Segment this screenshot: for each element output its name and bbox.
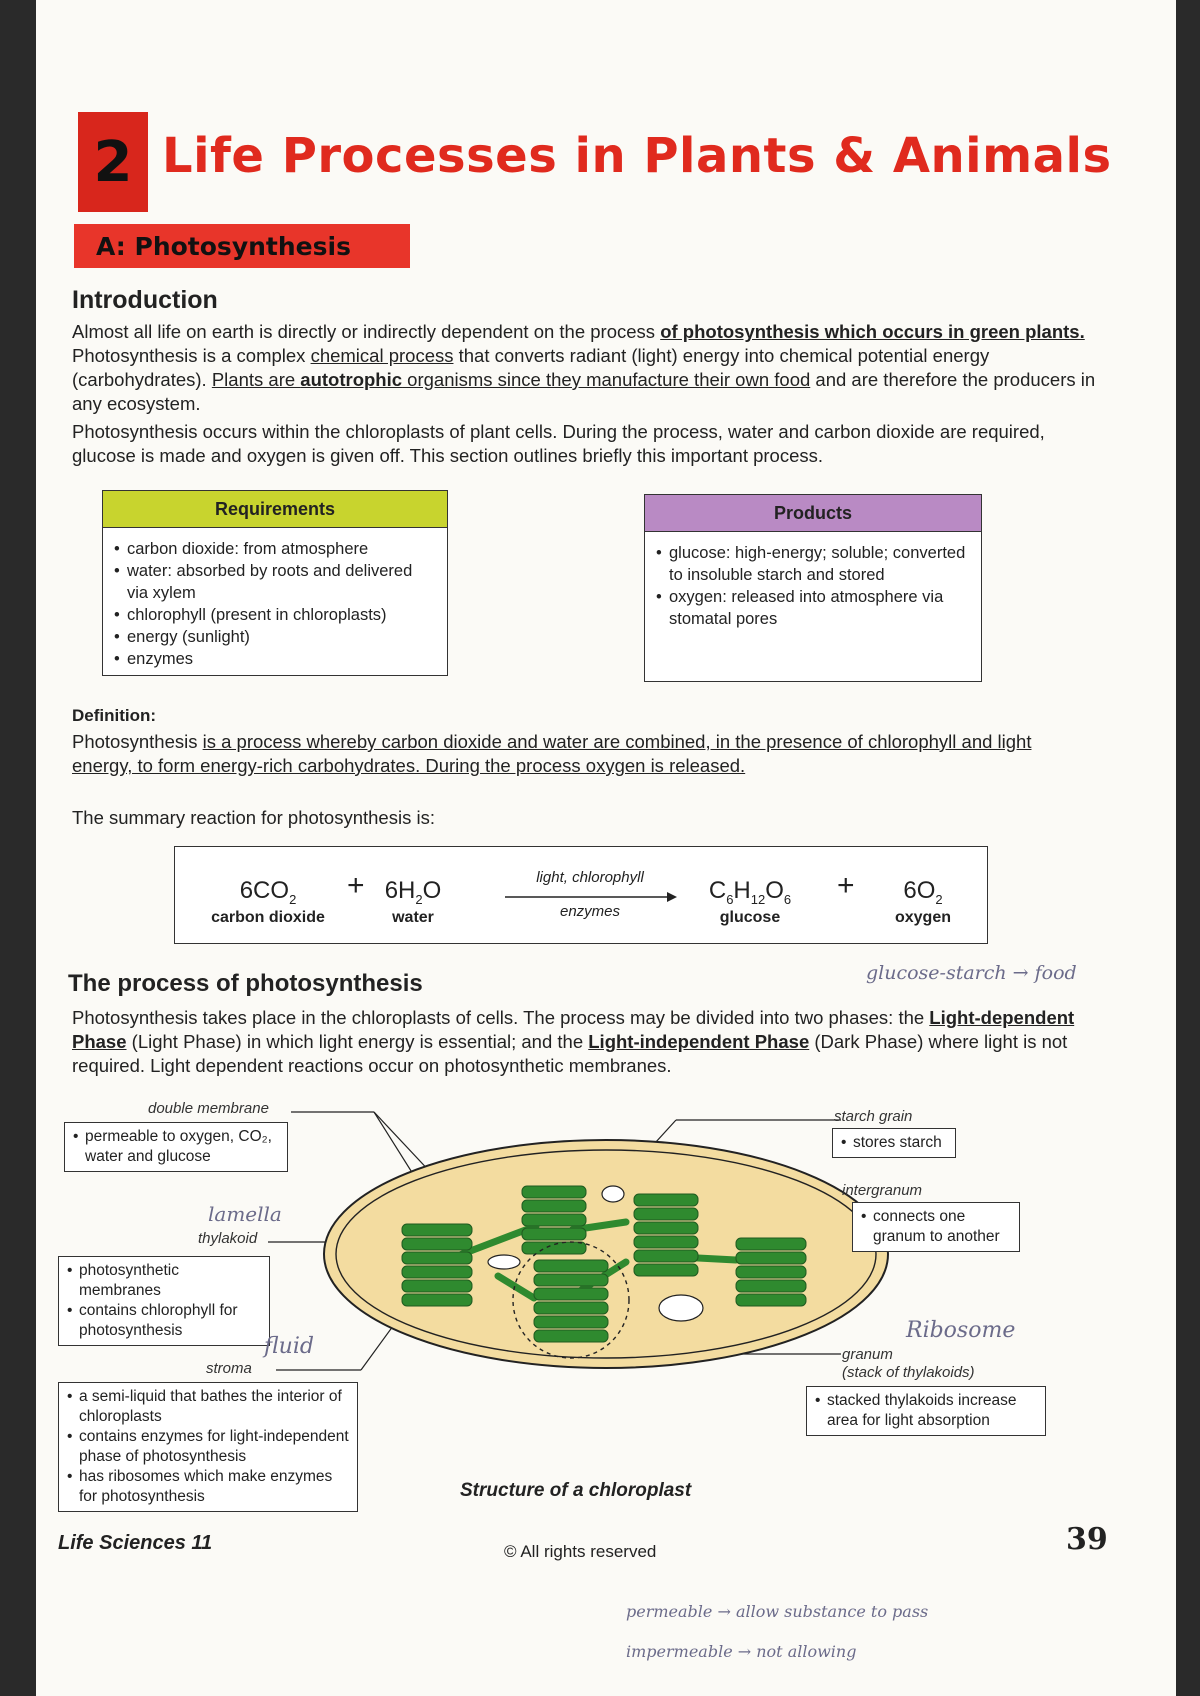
double-membrane-box xyxy=(64,1122,288,1172)
definition-heading: Definition: xyxy=(72,706,157,725)
arrow-condition-top: light, chlorophyll xyxy=(536,869,644,886)
list-item: • glucose: high-energy; soluble; converted to insoluble starch and stored xyxy=(669,542,971,586)
plus-sign: + xyxy=(837,869,855,902)
thylakoid-box xyxy=(58,1256,270,1346)
handwritten-impermeable-note: impermeable → not allowing xyxy=(626,1642,857,1661)
list-item: • contains chlorophyll for photosynthesis xyxy=(67,1301,261,1341)
equation-water: $6H_2O$ water xyxy=(384,877,442,926)
granum-label: granum xyxy=(842,1346,893,1363)
diagram-caption: Structure of a chloroplast xyxy=(460,1480,692,1501)
intro-paragraph-2: Photosynthesis occurs within the chloroplasts of plant cells. During the process, water and carbon dioxide are required, glucose is made and oxygen is given off. This section outlines briefly this important process. xyxy=(72,421,1045,466)
chapter-number: 2 xyxy=(78,112,148,212)
list-item: • stores starch xyxy=(841,1133,947,1153)
intergranum-label: intergranum xyxy=(842,1182,923,1199)
list-item: • has ribosomes which make enzymes for photosynthesis xyxy=(67,1467,349,1507)
handwritten-fluid: fluid xyxy=(264,1334,314,1359)
process-heading: The process of photosynthesis xyxy=(68,970,423,997)
reaction-arrow-icon xyxy=(505,891,677,903)
copyright-notice: © All rights reserved xyxy=(504,1542,657,1561)
list-item: • water: absorbed by roots and delivered via xylem xyxy=(127,560,437,604)
intro-heading: Introduction xyxy=(72,286,218,314)
products-heading: Products xyxy=(645,495,981,532)
list-item: • oxygen: released into atmosphere via stomatal pores xyxy=(669,586,971,630)
stroma-label: stroma xyxy=(206,1360,252,1377)
list-item: • enzymes xyxy=(127,648,437,670)
list-item: • carbon dioxide: from atmosphere xyxy=(127,538,437,560)
granum-sublabel: (stack of thylakoids) xyxy=(842,1364,975,1381)
products-box xyxy=(644,494,982,682)
arrow-condition-bottom: enzymes xyxy=(559,903,621,920)
intergranum-box xyxy=(852,1202,1020,1252)
handwritten-ribosome: Ribosome xyxy=(906,1318,1016,1343)
equation-oxygen: $6O_2$ oxygen xyxy=(894,877,951,926)
plus-sign: + xyxy=(347,869,365,902)
process-paragraph: Photosynthesis takes place in the chloroplasts of cells. The process may be divided into two phases: the Light-dependent Phase (Light Phase) in which light energy is essential; and the Light-independent Phase (Dark Phase) where light is not required. Light dependent reactions occur on photosynthetic membranes. xyxy=(72,1007,1075,1076)
requirements-box xyxy=(102,490,448,676)
list-item: • contains enzymes for light-independent phase of photosynthesis xyxy=(67,1427,349,1467)
summary-text: The summary reaction for photosynthesis is: xyxy=(72,807,435,828)
book-title: Life Sciences 11 xyxy=(58,1532,213,1554)
list-item: • a semi-liquid that bathes the interior of chloroplasts xyxy=(67,1387,349,1427)
section-title: A: Photosynthesis xyxy=(74,224,410,268)
chapter-title: Life Processes in Plants & Animals xyxy=(162,128,1112,184)
handwritten-glucose-note: glucose-starch → food xyxy=(866,962,1077,984)
intro-paragraph-1: Almost all life on earth is directly or indirectly dependent on the process of photosynthesis which occurs in green plants. Photosynthesis is a complex chemical process that converts radiant (light) energy into chemical potential energy (carbohydrates). Plants are autotrophic organisms since they manufacture their own food and are therefore the producers in any ecosystem. xyxy=(72,321,1096,414)
handwritten-lamella: lamella xyxy=(208,1202,282,1226)
equation-glucose: $C_6H_{12}O_6$ glucose xyxy=(708,877,792,926)
products-list xyxy=(645,532,981,630)
starch-grain-box xyxy=(832,1128,956,1158)
summary-equation xyxy=(174,846,988,944)
list-item: • chlorophyll (present in chloroplasts) xyxy=(127,604,437,626)
stroma-box xyxy=(58,1382,358,1512)
list-item: • permeable to oxygen, CO₂, water and glucose xyxy=(73,1127,279,1167)
starch-grain-label: starch grain xyxy=(834,1108,913,1125)
equation-carbon-dioxide: $6CO_2$ carbon dioxide xyxy=(211,877,325,926)
list-item: • stacked thylakoids increase area for light absorption xyxy=(815,1391,1037,1431)
requirements-heading: Requirements xyxy=(103,491,447,528)
double-membrane-label: double membrane xyxy=(148,1100,269,1117)
list-item: • photosynthetic membranes xyxy=(67,1261,261,1301)
handwritten-permeable-note: permeable → allow substance to pass xyxy=(626,1602,929,1621)
textbook-page xyxy=(36,0,1176,1696)
definition-text: Photosynthesis is a process whereby carbon dioxide and water are combined, in the presence of chlorophyll and light energy, to form energy-rich carbohydrates. During the process oxygen is released. xyxy=(72,731,1032,776)
thylakoid-label: thylakoid xyxy=(198,1230,258,1247)
list-item: • energy (sunlight) xyxy=(127,626,437,648)
requirements-list xyxy=(103,528,447,670)
page-number: 39 xyxy=(1066,1522,1108,1557)
list-item: • connects one granum to another xyxy=(861,1207,1011,1247)
granum-box xyxy=(806,1386,1046,1436)
copyright-icon: © xyxy=(504,1542,517,1561)
